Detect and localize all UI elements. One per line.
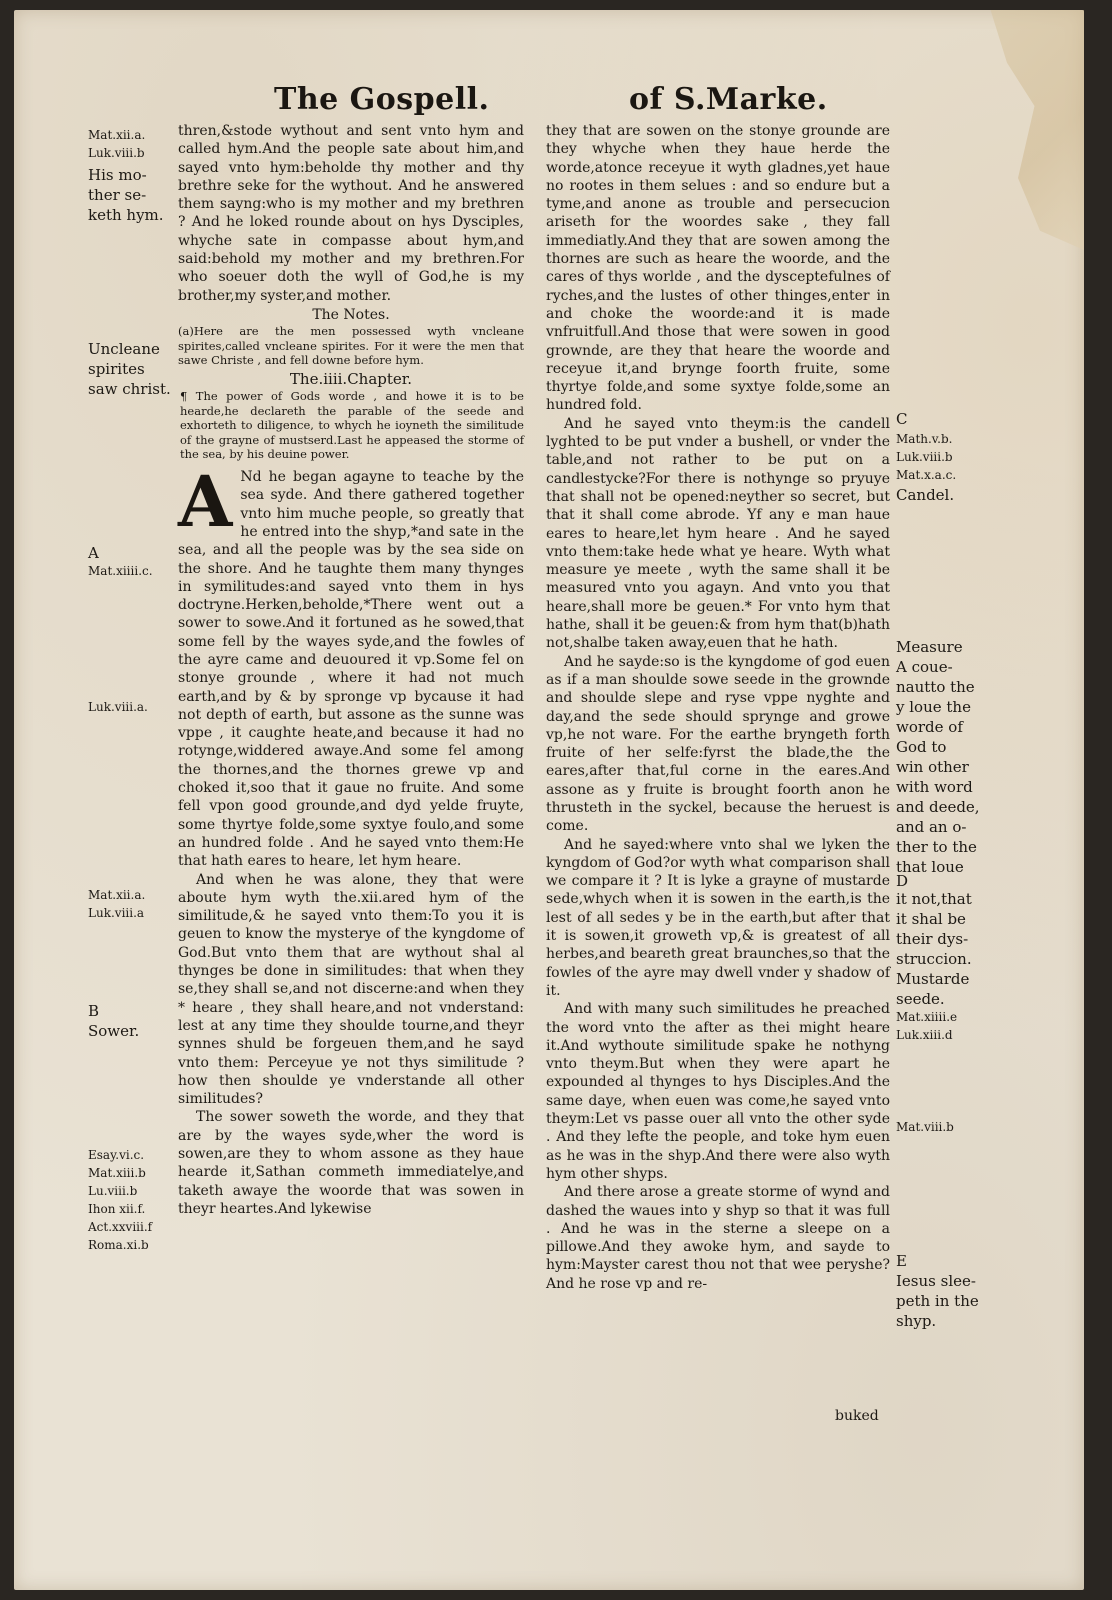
header-left: The Gospell.: [274, 82, 490, 117]
margin-note: it not,that: [896, 890, 972, 908]
margin-note: y loue the: [896, 698, 971, 716]
paragraph: A Nd he began agayne to teache by the sea syde. And there gathered together vnto him muche people, so greatly that he entred into the shyp,*and sate in the sea, and all the people was by the sea side on the shore. And he taughte them many thynges in symilitudes:and sayed vnto them in hys doctryne.Herken,beholde,*There went out a sower to sowe.And it fortuned as he sowed,that some fell by the wayes syde,and the fowles of the ayre came and deuoured it vp.Some fel on stonye grounde , where it had not much earth,and by & by spronge vp bycause it had not depth of earth, but assone as the sunne was vppe , it caughte heate,and because it had no rotynge,widdered awaye.And some fel among the thornes,and the thornes grewe vp and choked it,soo that it gaue no fruite. And some fell vpon good grounde,and dyd yelde fruyte, some thyrtye folde,some syxtye foulo,and some an hundred folde . And he sayed vnto them:He that hath eares to heare, let hym heare.: [178, 460, 524, 870]
margin-note: Luk.viii.b: [88, 146, 145, 160]
catchword: buked: [835, 1408, 879, 1424]
torn-corner: [974, 10, 1084, 250]
margin-note: Mat.xiiii.e: [896, 1010, 958, 1024]
margin-note: ther to the: [896, 838, 977, 856]
margin-note: Mat.xii.a.: [88, 128, 146, 142]
margin-note: that loue: [896, 858, 964, 876]
margin-note: worde of: [896, 718, 963, 736]
right-column: [546, 122, 890, 1293]
margin-note: Uncleane: [88, 340, 160, 358]
margin-note: Mustarde: [896, 970, 970, 988]
margin-note: Mat.xii.a.: [88, 888, 146, 902]
margin-note: Sower.: [88, 1022, 140, 1040]
margin-note: A coue-: [896, 658, 953, 676]
paragraph: thren,&stode wythout and sent vnto hym and called hym.And the people sate about him,and sayed vnto hym:beholde thy mother and thy brethre seke for the wythout. And he answered them sayng:who is my mother and my brethren ? And he loked rounde about on hys Dysciples, whyche sate in compasse about hym,and said:behold my mother and my brethren.For who soeuer doth the wyll of God,he is my brother,my syster,and mother.: [178, 123, 524, 304]
margin-note: and deede,: [896, 798, 980, 816]
margin-note: God to: [896, 738, 947, 756]
margin-note: and an o-: [896, 818, 967, 836]
margin-note: Mat.xiii.b: [88, 1166, 146, 1180]
margin-note: Luk.xiii.d: [896, 1028, 953, 1042]
margin-note: C: [896, 410, 908, 428]
paragraph: they that are sowen on the stonye grounde are they whyche when they haue herde the worde,atonce receyue it wyth gladnes,yet haue no rootes in them selues : and so endure but a tyme,and anone as trouble and persecucion ariseth for the woordes sake , they fall immediatly.And they that are sowen among the thornes are such as heare the woorde, and the cares of thys worlde , and the dysceptefulnes of ryches,and the lustes of other thinges,enter in and choke the woorde:and it is made vnfruitfull.And those that were sowen in good grownde, are they that heare the woorde and receyue it,and brynge foorth fruite, some thyrtye folde,and some syxtye folde,some an hundred fold.: [546, 123, 890, 414]
margin-note: shyp.: [896, 1312, 937, 1330]
paragraph: And he sayed vnto theym:is the candell lyghted to be put vnder a bushell, or vnder the table,and not rather to be put on a candlestycke?For there is nothynge so pryuye that shall not be opened:neyther so secret, but that it shall come abrode. Yf any e man haue eares to heare,let hym heare . And he sayed vnto them:take hede what ye heare. Wyth what measure ye meete , wyth the same shall it be measured vnto you agayn. And vnto you that heare,shall more be geuen.* For vnto hym that hathe, shall it be geuen:& from hym that(b)hath not,shalbe taken away,euen that he hath.: [546, 415, 890, 652]
chapter-title: The.iiii.Chapter.: [289, 369, 413, 388]
margin-note: it shal be: [896, 910, 966, 928]
margin-note: D: [896, 872, 909, 890]
margin-note: Roma.xi.b: [88, 1238, 149, 1252]
paragraph: And there arose a greate storme of wynd and dashed the waues into y shyp so that it was full . And he was in the sterne a sleepe on a pillowe.And they awoke hym, and sayde to hym:Mayster carest thou not that wee peryshe? And he rose vp and re-: [546, 1184, 890, 1292]
margin-note: E: [896, 1252, 907, 1270]
notes-title: The Notes.: [312, 306, 390, 323]
left-column: [178, 122, 524, 1218]
margin-note: spirites: [88, 360, 145, 378]
paragraph: The sower soweth the worde, and they that are by the wayes syde,wher the word is sowen,are they to whom assone as they haue hearde it,Sathan commeth immediatelye,and taketh awaye the woorde that was sowen in theyr heartes.And lykewise: [178, 1109, 524, 1217]
margin-note: Esay.vi.c.: [88, 1148, 145, 1162]
margin-note: with word: [896, 778, 973, 796]
margin-note: B: [88, 1002, 100, 1020]
margin-note: nautto the: [896, 678, 975, 696]
margin-note: saw christ.: [88, 380, 171, 398]
chapter-summary: ¶ The power of Gods worde , and howe it is to be hearde,he declareth the parable of the seede and exhorteth to diligence, to whych he ioyneth the similitude of the grayne of mustserd.Last he appeased the storme of the sea, by his deuine power.: [180, 389, 524, 462]
margin-note: ther se-: [88, 186, 147, 204]
note-text: (a)Here are the men possessed wyth vncleane spirites,called vncleane spirites. For it were the men that sawe Christe , and fell downe before hym.: [178, 324, 524, 368]
drop-cap: A: [178, 460, 233, 544]
margin-note: Act.xxviii.f: [88, 1220, 153, 1234]
header-right: of S.Marke.: [629, 82, 828, 117]
margin-note: seede.: [896, 990, 945, 1008]
margin-note: Ihon xii.f.: [88, 1202, 146, 1216]
margin-note: Mat.viii.b: [896, 1120, 954, 1134]
paragraph: And when he was alone, they that were aboute hym wyth the.xii.ared hym of the similitude,& he sayed vnto them:To you it is geuen to know the mysterye of the kyngdome of God.But vnto them that are wythout shal al thynges be done in similitudes: that when they se,they shall se,and not discerne:and when they * heare , they shall heare,and not vnderstand: lest at any time they shoulde tourne,and theyr synnes shuld be forgeuen them,and he sayd vnto them: Perceyue ye not thys similitude ? how then shoulde ye vnderstande all other similitudes?: [178, 871, 524, 1108]
margin-note: Lu.viii.b: [88, 1184, 138, 1198]
paragraph: And he sayde:so is the kyngdome of god euen as if a man shoulde sowe seede in the grownde and shoulde slepe and ryse vppe nyghte and day,and the sede should sprynge and growe vp,he not ware. For the earthe bryngeth forth fruite of her selfe:fyrst the blade,the the eares,after that,ful corne in the eares.And assone as y fruite is brought foorth anon he thrusteth in the syckel, because the heruest is come.: [546, 653, 890, 835]
margin-note: Luk.viii.a: [88, 906, 145, 920]
margin-note: His mo-: [88, 166, 147, 184]
margin-note: Mat.x.a.c.: [896, 468, 957, 482]
margin-note: Math.v.b.: [896, 432, 953, 446]
margin-note: Luk.viii.b: [896, 450, 953, 464]
margin-note: win other: [896, 758, 969, 776]
margin-note: struccion.: [896, 950, 972, 968]
paragraph: And with many such similitudes he preached the word vnto the after as thei might heare it.And wythoute similitude spake he nothyng vnto theym.But when they were apart he expounded al thynges to hys Disciples.And the same daye, when euen was come,he sayed vnto theym:Let vs passe ouer all vnto the other syde . And they lefte the people, and toke hym euen as he was in the shyp.And there were also wyth hym other shyps.: [546, 1001, 890, 1182]
margin-note: keth hym.: [88, 206, 164, 224]
margin-note: Iesus slee-: [896, 1272, 976, 1290]
margin-note: peth in the: [896, 1292, 979, 1310]
margin-note: Measure: [896, 638, 963, 656]
margin-note: their dys-: [896, 930, 969, 948]
paragraph: And he sayed:where vnto shal we lyken the kyngdom of God?or wyth what comparison shall we compare it ? It is lyke a grayne of mustarde sede,whych when it is sowen in the earth,is the lest of all sedes y be in the earth,but after that it is sowen,it groweth vp,& is greatest of all herbes,and beareth great braunches,so that the fowles of the ayre may dwell vnder y shadow of it.: [546, 836, 890, 999]
margin-note: Mat.xiiii.c.: [88, 564, 153, 578]
margin-note: Luk.viii.a.: [88, 700, 148, 714]
margin-note: Candel.: [896, 486, 955, 504]
margin-note: A: [88, 544, 99, 562]
